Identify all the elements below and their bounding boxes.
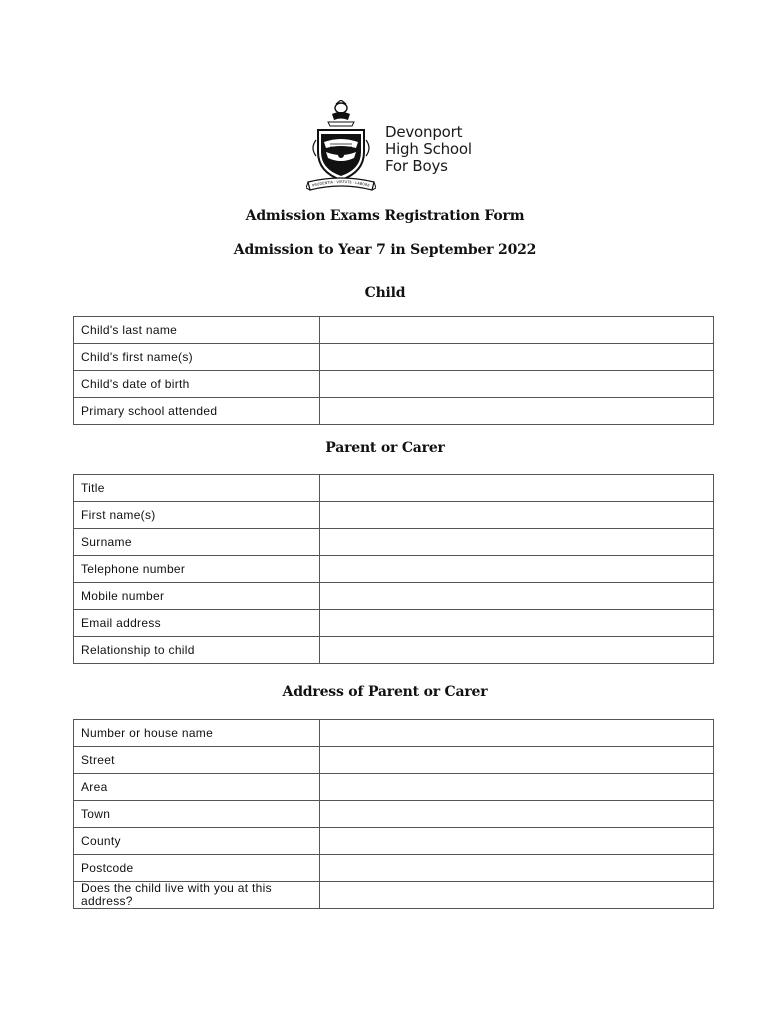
table-row (74, 610, 714, 637)
section-heading-parent: Parent or Carer (325, 440, 445, 456)
school-logo (306, 100, 481, 195)
table-row (74, 475, 714, 502)
street-field[interactable] (320, 747, 714, 774)
table-row (74, 344, 714, 371)
lives-at-address-field[interactable] (320, 882, 714, 909)
table-row (74, 583, 714, 610)
field-label: Town (74, 801, 320, 828)
relationship-to-child-field[interactable] (320, 637, 714, 664)
table-row (74, 828, 714, 855)
school-crest-icon (306, 100, 376, 194)
field-label: Email address (74, 610, 320, 637)
parent-details-table (73, 474, 714, 664)
school-name-line: For Boys (385, 157, 448, 175)
table-row (74, 556, 714, 583)
field-label: First name(s) (74, 502, 320, 529)
field-label: Does the child live with you at this address? (74, 882, 320, 909)
form-subtitle: Admission to Year 7 in September 2022 (233, 242, 537, 258)
field-label: Street (74, 747, 320, 774)
field-label: County (74, 828, 320, 855)
form-title: Admission Exams Registration Form (245, 208, 525, 224)
table-row (74, 774, 714, 801)
field-label: Mobile number (74, 583, 320, 610)
field-label: Child's last name (74, 317, 320, 344)
field-label: Child's first name(s) (74, 344, 320, 371)
child-details-table (73, 316, 714, 425)
table-row (74, 502, 714, 529)
motto-text: PRUDENTIA · VIRTUTE · LABORE (311, 179, 371, 188)
parent-first-names-field[interactable] (320, 502, 714, 529)
email-address-field[interactable] (320, 610, 714, 637)
table-row (74, 801, 714, 828)
school-name-line: Devonport (385, 123, 463, 141)
field-label: Title (74, 475, 320, 502)
area-field[interactable] (320, 774, 714, 801)
field-label: Telephone number (74, 556, 320, 583)
county-field[interactable] (320, 828, 714, 855)
telephone-number-field[interactable] (320, 556, 714, 583)
section-heading-address: Address of Parent or Carer (282, 684, 488, 700)
table-row (74, 855, 714, 882)
school-name-line: High School (385, 140, 472, 158)
childs-first-names-field[interactable] (320, 344, 714, 371)
table-row (74, 398, 714, 425)
table-row (74, 371, 714, 398)
field-label: Area (74, 774, 320, 801)
field-label: Postcode (74, 855, 320, 882)
mobile-number-field[interactable] (320, 583, 714, 610)
primary-school-field[interactable] (320, 398, 714, 425)
table-row (74, 637, 714, 664)
childs-last-name-field[interactable] (320, 317, 714, 344)
table-row (74, 529, 714, 556)
school-name (385, 124, 472, 175)
table-row (74, 720, 714, 747)
parent-surname-field[interactable] (320, 529, 714, 556)
table-row (74, 317, 714, 344)
postcode-field[interactable] (320, 855, 714, 882)
house-name-field[interactable] (320, 720, 714, 747)
address-details-table (73, 719, 714, 909)
table-row (74, 747, 714, 774)
field-label: Relationship to child (74, 637, 320, 664)
field-label: Child's date of birth (74, 371, 320, 398)
table-row (74, 882, 714, 909)
section-heading-child: Child (364, 285, 406, 301)
field-label: Surname (74, 529, 320, 556)
parent-title-field[interactable] (320, 475, 714, 502)
town-field[interactable] (320, 801, 714, 828)
childs-date-of-birth-field[interactable] (320, 371, 714, 398)
field-label: Primary school attended (74, 398, 320, 425)
field-label: Number or house name (74, 720, 320, 747)
